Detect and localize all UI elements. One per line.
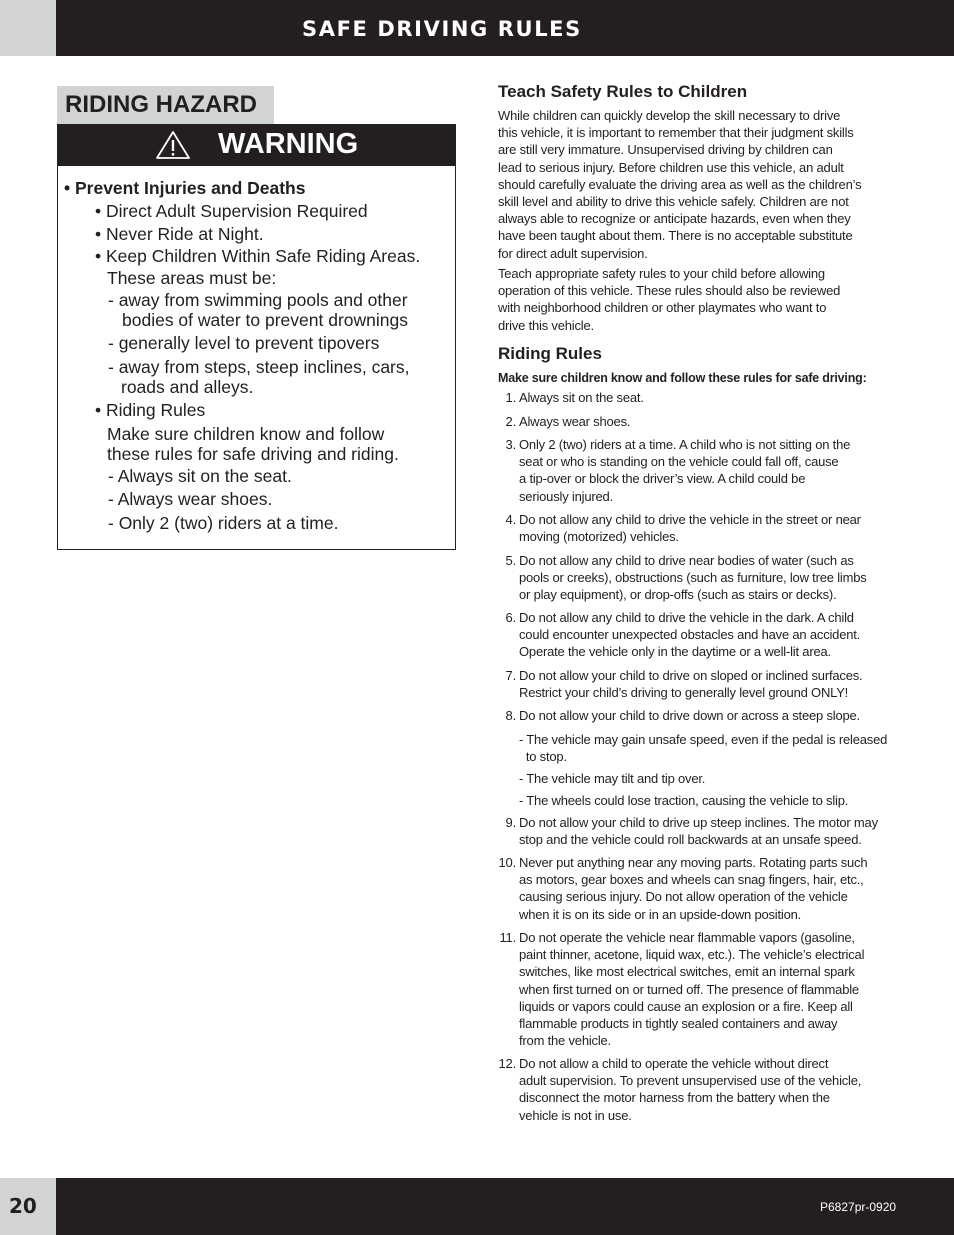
rule-line: to stop. bbox=[519, 749, 567, 765]
page-number: 20 bbox=[9, 1194, 37, 1218]
warning-line: - Only 2 (two) riders at a time. bbox=[108, 513, 339, 533]
rule-line: Do not allow any child to drive near bodies of water (such as bbox=[519, 553, 854, 568]
rule-number: 6. bbox=[505, 610, 516, 625]
warning-header bbox=[57, 124, 456, 166]
rule-line: Do not allow your child to drive on sloped or inclined surfaces. bbox=[519, 668, 863, 683]
rule-text bbox=[519, 413, 630, 430]
paragraph-line: While children can quickly develop the skill necessary to drive bbox=[498, 108, 841, 123]
rule-line: Restrict your child’s driving to generally level ground ONLY! bbox=[519, 685, 849, 701]
rule-line: Do not allow your child to drive up steep inclines. The motor may bbox=[519, 815, 878, 830]
rule-line: Always sit on the seat. bbox=[519, 390, 644, 405]
warning-line: - away from steps, steep inclines, cars, bbox=[108, 357, 410, 377]
rule-number: 4. bbox=[505, 512, 516, 527]
rule-line: Do not allow a child to operate the vehicle without direct bbox=[519, 1056, 829, 1071]
rule-line: flammable products in tightly sealed containers and away bbox=[519, 1016, 838, 1032]
teach-paragraph-1 bbox=[498, 107, 861, 262]
rule-text bbox=[519, 389, 644, 406]
rule-line: - The vehicle may tilt and tip over. bbox=[519, 771, 706, 786]
warning-line: roads and alleys. bbox=[121, 377, 254, 397]
rule-line: moving (motorized) vehicles. bbox=[519, 529, 679, 545]
warning-line: bodies of water to prevent drownings bbox=[122, 310, 408, 330]
rule-line: or play equipment), or drop-offs (such as stairs or decks). bbox=[519, 587, 837, 603]
warning-line: these rules for safe driving and riding. bbox=[107, 444, 399, 464]
rule-line: liquids or vapors could cause an explosion or a fire. Keep all bbox=[519, 998, 853, 1014]
rule-text bbox=[519, 667, 862, 701]
rule-line: from the vehicle. bbox=[519, 1033, 611, 1049]
teach-paragraph-2 bbox=[498, 265, 840, 334]
rule-subpoint bbox=[519, 731, 887, 765]
rule-line: when first turned on or turned off. The presence of flammable bbox=[519, 981, 859, 997]
rule-line: adult supervision. To prevent unsupervised use of the vehicle, bbox=[519, 1073, 862, 1089]
paragraph-line: have been taught about them. There is no acceptable substitute bbox=[498, 228, 853, 244]
warning-line: • Riding Rules bbox=[95, 400, 206, 420]
rule-number: 12. bbox=[498, 1056, 516, 1071]
paragraph-line: this vehicle, it is important to remember that their judgment skills bbox=[498, 125, 854, 141]
rule-text bbox=[519, 854, 867, 923]
rule-line: as motors, gear boxes and wheels can snag fingers, hair, etc., bbox=[519, 872, 864, 888]
teach-heading: Teach Safety Rules to Children bbox=[498, 82, 748, 101]
riding-hazard-tab bbox=[57, 86, 274, 124]
rule-line: pools or creeks), obstructions (such as furniture, low tree limbs bbox=[519, 570, 867, 586]
paragraph-line: lead to serious injury. Before children use this vehicle, an adult bbox=[498, 159, 844, 175]
paragraph-line: always able to recognize or anticipate hazards, even when they bbox=[498, 211, 851, 227]
paragraph-line: should carefully evaluate the driving area as well as the children’s bbox=[498, 176, 862, 192]
rule-line: causing serious injury. Do not allow operation of the vehicle bbox=[519, 889, 848, 905]
rule-text bbox=[519, 814, 878, 848]
rule-number: 11. bbox=[499, 930, 516, 945]
rule-text bbox=[519, 707, 860, 724]
rule-line: could encounter unexpected obstacles and have an accident. bbox=[519, 627, 861, 643]
riding-hazard-label: RIDING HAZARD bbox=[65, 91, 257, 118]
rule-line: when it is on its side or in an upside-down position. bbox=[519, 906, 802, 922]
riding-rules-intro: Make sure children know and follow these rules for safe driving: bbox=[498, 371, 867, 385]
paragraph-line: with neighborhood children or other playmates who want to bbox=[498, 300, 827, 316]
rule-line: paint thinner, acetone, liquid wax, etc.). The vehicle’s electrical bbox=[519, 947, 865, 963]
warning-line: - away from swimming pools and other bbox=[108, 290, 408, 310]
rule-number: 10. bbox=[498, 855, 516, 870]
rule-line: a tip-over or block the driver’s view. A child could be bbox=[519, 471, 806, 487]
paragraph-line: drive this vehicle. bbox=[498, 317, 594, 333]
warning-line: - Always sit on the seat. bbox=[108, 466, 292, 486]
rule-line: switches, like most electrical switches, emit an internal spark bbox=[519, 964, 855, 980]
rule-line: seat or who is standing on the vehicle could fall off, cause bbox=[519, 454, 839, 470]
rule-line: Do not operate the vehicle near flammable vapors (gasoline, bbox=[519, 930, 855, 945]
rule-text bbox=[519, 1055, 861, 1124]
paragraph-line: operation of this vehicle. These rules should also be reviewed bbox=[498, 283, 841, 299]
rule-number: 3. bbox=[505, 437, 516, 452]
rule-line: disconnect the motor harness from the battery when the bbox=[519, 1090, 830, 1106]
rule-line: - The vehicle may gain unsafe speed, even if the pedal is released bbox=[519, 732, 888, 747]
rule-number: 2. bbox=[505, 414, 516, 429]
rule-line: Do not allow any child to drive the vehicle in the dark. A child bbox=[519, 610, 854, 625]
paragraph-line: for direct adult supervision. bbox=[498, 245, 648, 261]
warning-line: These areas must be: bbox=[107, 268, 277, 288]
paragraph-line: Teach appropriate safety rules to your child before allowing bbox=[498, 266, 825, 281]
rule-line: Never put anything near any moving parts. Rotating parts such bbox=[519, 855, 868, 870]
warning-triangle-icon bbox=[155, 130, 191, 160]
rule-text bbox=[519, 436, 850, 505]
rule-line: vehicle is not in use. bbox=[519, 1107, 632, 1123]
rule-number: 7. bbox=[505, 668, 516, 683]
warning-line: - Always wear shoes. bbox=[108, 489, 273, 509]
warning-word: WARNING bbox=[218, 128, 359, 160]
rule-text bbox=[519, 929, 864, 1049]
rule-line: Only 2 (two) riders at a time. A child who is not sitting on the bbox=[519, 437, 851, 452]
rule-line: Do not allow your child to drive down or across a steep slope. bbox=[519, 708, 860, 723]
warning-line: Make sure children know and follow bbox=[107, 424, 385, 444]
rule-number: 8. bbox=[505, 708, 516, 723]
paragraph-line: skill level and ability to drive this vehicle safely. Children are not bbox=[498, 194, 849, 210]
paragraph-line: are still very immature. Unsupervised driving by children can bbox=[498, 142, 833, 158]
riding-rules-heading: Riding Rules bbox=[498, 344, 602, 363]
rule-line: Do not allow any child to drive the vehicle in the street or near bbox=[519, 512, 861, 527]
rule-line: stop and the vehicle could roll backwards at an unsafe speed. bbox=[519, 832, 862, 848]
header-tab-block bbox=[0, 0, 56, 56]
rule-text bbox=[519, 511, 861, 545]
warning-line: • Never Ride at Night. bbox=[95, 224, 264, 244]
rule-line: seriously injured. bbox=[519, 488, 613, 504]
section-title: SAFE DRIVING RULES bbox=[302, 17, 582, 41]
warning-line: • Direct Adult Supervision Required bbox=[95, 201, 368, 221]
warning-line: - generally level to prevent tipovers bbox=[108, 333, 380, 353]
rule-subpoint bbox=[519, 792, 848, 809]
rule-text bbox=[519, 609, 860, 661]
warning-main-point: • Prevent Injuries and Deaths bbox=[64, 178, 306, 198]
rule-subpoint bbox=[519, 770, 705, 787]
rule-number: 9. bbox=[505, 815, 516, 830]
rule-line: Always wear shoes. bbox=[519, 414, 631, 429]
rule-number: 1. bbox=[505, 390, 516, 405]
rule-line: - The wheels could lose traction, causing the vehicle to slip. bbox=[519, 793, 849, 808]
document-code: P6827pr-0920 bbox=[820, 1200, 897, 1214]
rule-number: 5. bbox=[505, 553, 516, 568]
warning-line: • Keep Children Within Safe Riding Areas. bbox=[95, 246, 421, 266]
rule-line: Operate the vehicle only in the daytime or a well-lit area. bbox=[519, 644, 831, 660]
rule-text bbox=[519, 552, 867, 604]
